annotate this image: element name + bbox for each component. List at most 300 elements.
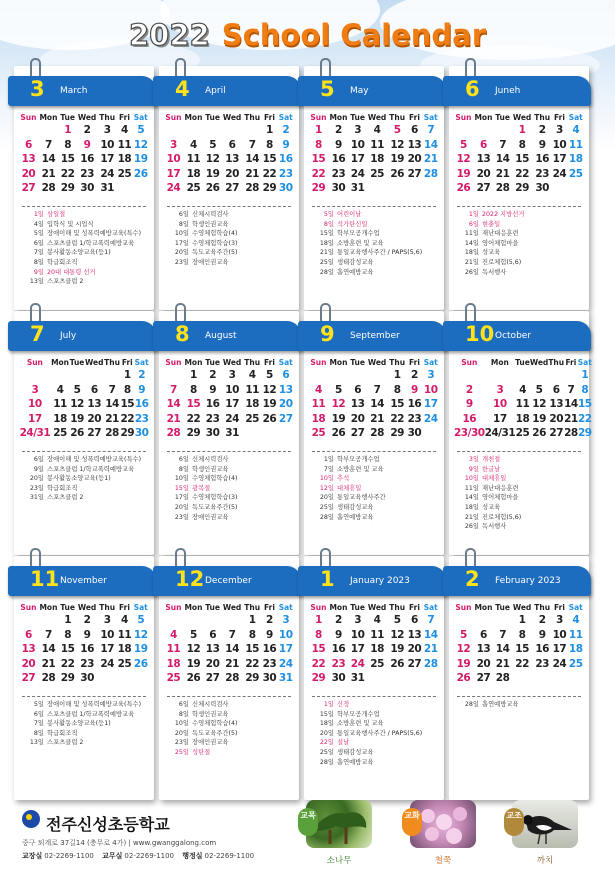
event-item	[171, 719, 297, 729]
month-name: December	[205, 576, 252, 586]
weekday-header: Sun	[26, 358, 43, 367]
day-cell: 17	[423, 398, 438, 411]
weekday-header: Tue	[205, 358, 220, 367]
day-cell: 5	[137, 124, 145, 137]
day-cell: 8	[518, 628, 526, 641]
weekday-header: Mon	[39, 603, 58, 612]
day-cell: 5	[335, 383, 342, 396]
event-item	[461, 700, 587, 710]
phone-label: 교무실	[102, 852, 123, 860]
event-text: 흡연예방교육	[337, 758, 374, 766]
day-cell: 27	[205, 672, 220, 685]
event-list	[461, 455, 587, 532]
day-cell	[309, 368, 328, 383]
day-cell: 17	[100, 643, 114, 656]
day-cell: 3	[354, 614, 362, 627]
day-cell: 19	[390, 153, 404, 166]
day-cell: 24/31	[484, 427, 516, 440]
day-cell: 16	[205, 398, 220, 411]
divider	[167, 206, 291, 207]
day-cell: 17	[493, 412, 507, 425]
divider	[457, 696, 581, 697]
day-cell: 4	[56, 383, 64, 396]
event-date: 26일	[464, 268, 479, 276]
day-cell: 10	[100, 138, 114, 151]
day-cell: 2	[335, 614, 342, 627]
day-cell: 16	[535, 153, 549, 166]
day-cell: 20	[476, 657, 491, 670]
event-date: 4일	[33, 220, 44, 228]
week-row	[19, 123, 149, 138]
week-row	[19, 181, 149, 196]
month-number: 10	[465, 322, 495, 346]
event-date: 10일	[319, 475, 334, 483]
weekday-header: Mon	[329, 358, 348, 367]
day-cell: 19	[205, 167, 220, 180]
day-cell	[473, 123, 494, 138]
day-cell: 4	[373, 614, 381, 627]
day-cell	[243, 123, 262, 138]
day-cell	[422, 426, 439, 441]
day-cell: 2	[282, 124, 290, 137]
week-row	[164, 181, 294, 196]
day-cell: 2	[335, 124, 342, 137]
weekday-header: Fri	[118, 603, 130, 612]
day-cell: 7	[108, 383, 116, 396]
day-cell: 6	[25, 628, 32, 641]
day-cell	[515, 368, 530, 383]
day-cell: 19	[133, 643, 148, 656]
day-cell: 3	[496, 383, 504, 396]
day-cell: 5	[73, 383, 81, 396]
day-cell: 7	[45, 628, 52, 641]
day-cell: 12	[70, 398, 84, 411]
week-row	[19, 167, 149, 182]
event-item	[461, 268, 587, 278]
event-date: 1일	[468, 211, 479, 218]
week-row	[19, 383, 149, 398]
event-text: 재난대응훈련	[482, 484, 519, 492]
event-text: 스포츠클럽 1/학교폭력예방교육	[47, 465, 135, 473]
day-cell: 6	[209, 628, 217, 641]
day-cell: 29	[60, 182, 75, 195]
day-cell: 31	[100, 182, 114, 195]
day-cell: 7	[228, 628, 236, 641]
event-text: 석가탄신일	[337, 220, 368, 228]
event-text: 장애이해 및 성폭력예방교육(특수)	[47, 456, 142, 463]
event-date: 23일	[174, 739, 189, 747]
event-item	[316, 719, 442, 729]
weekday-header: Fri	[118, 113, 130, 122]
day-cell	[485, 368, 516, 383]
event-item	[171, 220, 297, 230]
month-card	[14, 66, 154, 310]
event-date: 20일	[174, 249, 189, 257]
week-row	[309, 628, 439, 643]
school-address: 중구 퇴계로 37길14 (충무로 4가) | www.gwanggalong.com	[22, 839, 217, 847]
day-cell	[494, 123, 511, 138]
month-number: 3	[30, 77, 45, 101]
day-cell: 13	[278, 383, 293, 396]
weekday-header: Sat	[568, 113, 583, 122]
day-cell: 5	[460, 138, 467, 151]
weekday-header: Wed	[222, 358, 242, 367]
day-cell	[349, 368, 366, 383]
day-cell: 8	[315, 138, 322, 151]
weekday-header: Mon	[329, 113, 348, 122]
day-cell: 17	[100, 153, 114, 166]
event-item	[461, 455, 587, 465]
day-cell: 7	[567, 383, 575, 396]
day-cell: 21	[245, 167, 259, 180]
weekday-header: Fri	[565, 358, 577, 367]
event-item	[316, 268, 442, 278]
day-cell: 27	[21, 182, 36, 195]
day-cell: 3	[228, 369, 236, 382]
weekday-header: Tue	[60, 603, 75, 612]
event-item	[171, 513, 297, 523]
day-cell	[277, 426, 294, 441]
day-cell: 26	[205, 182, 220, 195]
weekday-header: Wed	[222, 603, 242, 612]
weekday-header: Sun	[461, 358, 478, 367]
day-cell: 8	[581, 383, 589, 396]
event-date: 28일	[319, 758, 334, 766]
day-cell: 11	[311, 398, 326, 411]
month-name: August	[205, 331, 237, 341]
school-flower	[404, 800, 480, 870]
day-cell: 24	[350, 657, 365, 670]
event-date: 21일	[464, 513, 479, 521]
divider	[22, 451, 146, 452]
day-grid	[19, 357, 149, 441]
day-cell: 22	[311, 657, 326, 670]
day-cell: 14	[564, 398, 578, 411]
event-item	[461, 493, 587, 503]
day-cell	[454, 368, 485, 383]
day-cell: 29	[245, 672, 259, 685]
day-cell: 9	[411, 383, 418, 396]
weekday-header: Mon	[474, 113, 493, 122]
event-item	[316, 738, 442, 748]
day-cell: 1	[315, 124, 322, 137]
day-cell: 28	[564, 427, 578, 440]
day-cell	[98, 671, 117, 686]
event-date: 6일	[33, 239, 44, 247]
week-row	[454, 671, 584, 686]
day-cell: 24	[552, 657, 567, 670]
week-row	[19, 657, 149, 672]
week-row	[164, 167, 294, 182]
day-cell: 25	[245, 412, 259, 425]
day-cell: 24	[100, 167, 114, 180]
month-number: 9	[320, 322, 335, 346]
week-row	[309, 138, 439, 153]
day-cell	[104, 368, 120, 383]
day-cell: 6	[480, 628, 487, 641]
day-cell: 2	[83, 614, 91, 627]
day-cell: 15	[245, 643, 259, 656]
day-cell: 6	[411, 614, 418, 627]
day-cell	[494, 613, 511, 628]
week-row	[309, 383, 439, 398]
day-cell: 29	[60, 672, 75, 685]
month-name: Juneh	[495, 86, 521, 96]
event-date: 6일	[33, 710, 44, 718]
day-cell: 15	[515, 153, 529, 166]
event-text: 성교육	[482, 249, 501, 257]
weekday-header: Wed	[222, 113, 242, 122]
day-cell: 24	[166, 182, 181, 195]
day-cell: 14	[41, 643, 56, 656]
day-cell	[19, 123, 38, 138]
day-cell	[116, 671, 132, 686]
week-row	[164, 383, 294, 398]
event-date: 17일	[174, 239, 189, 247]
day-cell: 18	[370, 153, 384, 166]
day-cell: 5	[393, 124, 401, 137]
day-cell: 28	[423, 167, 438, 180]
day-cell: 16	[407, 398, 422, 411]
day-cell: 20	[350, 412, 365, 425]
day-cell: 31	[350, 672, 365, 685]
day-cell: 23	[407, 412, 422, 425]
week-row	[454, 613, 584, 628]
day-cell: 21	[564, 412, 578, 425]
day-cell: 2	[411, 369, 418, 382]
week-row	[164, 426, 294, 441]
weekday-header: Thu	[389, 113, 406, 122]
event-item	[26, 710, 152, 720]
day-cell: 9	[335, 628, 342, 641]
weekday-header: Thu	[389, 603, 406, 612]
day-cell: 26	[390, 657, 404, 670]
event-date: 10일	[174, 475, 189, 483]
day-cell: 9	[465, 398, 473, 411]
day-cell: 23	[262, 657, 277, 670]
divider	[312, 451, 436, 452]
week-row	[454, 383, 592, 398]
day-cell: 11	[568, 138, 583, 151]
day-cell: 3	[556, 614, 563, 627]
day-cell: 10	[166, 153, 181, 166]
day-cell: 27	[476, 672, 491, 685]
event-text: 학부모공개수업	[337, 710, 380, 718]
month-card	[304, 556, 444, 800]
week-row	[454, 642, 584, 657]
day-cell: 26	[186, 672, 201, 685]
day-cell: 20	[278, 398, 293, 411]
event-date: 9일	[33, 268, 44, 276]
day-cell: 3	[103, 614, 111, 627]
event-text: 스포츠클럽 1/학교폭력예방교육	[47, 239, 135, 247]
weekday-header: Sun	[455, 603, 472, 612]
event-date: 6일	[468, 220, 479, 228]
day-cell: 8	[266, 138, 273, 151]
week-row	[19, 642, 149, 657]
month-name: July	[60, 331, 77, 341]
event-date: 15일	[319, 230, 334, 238]
event-date: 1일	[323, 701, 334, 708]
day-cell: 16	[262, 643, 277, 656]
day-cell: 1	[266, 124, 273, 137]
event-item	[171, 484, 297, 494]
day-cell: 27	[476, 182, 491, 195]
event-text: 학부모공개수업	[337, 230, 380, 238]
day-cell: 26	[133, 167, 148, 180]
day-cell: 6	[480, 138, 487, 151]
event-list	[26, 455, 152, 503]
event-text: 20대 대통령 선거	[47, 268, 96, 276]
day-cell: 18	[311, 412, 326, 425]
day-cell: 23	[331, 657, 346, 670]
day-cell: 22	[60, 657, 75, 670]
day-cell	[366, 671, 388, 686]
weekday-header: Wed	[367, 358, 387, 367]
event-item	[26, 229, 152, 239]
weekday-header: Tue	[205, 603, 220, 612]
weekday-header: Fri	[263, 603, 275, 612]
event-item	[316, 513, 442, 523]
weekday-header: Tue	[350, 603, 365, 612]
event-item	[316, 729, 442, 739]
day-cell	[221, 613, 243, 628]
month-card	[449, 311, 592, 555]
day-cell: 26	[390, 167, 404, 180]
week-row	[19, 368, 149, 383]
day-cell	[454, 613, 473, 628]
event-item	[461, 484, 587, 494]
day-cell: 17	[552, 643, 567, 656]
day-cell: 18	[117, 153, 132, 166]
day-cell: 10	[493, 398, 507, 411]
day-grid	[454, 112, 584, 196]
event-text: 신체시력검사	[192, 456, 229, 463]
day-cell	[422, 671, 439, 686]
event-text: 재난대응훈련	[482, 230, 519, 238]
day-cell: 30	[331, 182, 346, 195]
day-cell	[366, 368, 388, 383]
event-item	[316, 474, 442, 484]
day-cell: 11	[117, 138, 132, 151]
day-cell	[551, 671, 567, 686]
event-date: 23일	[29, 484, 44, 492]
day-cell: 20	[407, 643, 422, 656]
day-grid	[164, 112, 294, 196]
day-cell: 21	[370, 412, 384, 425]
event-text: 통일교육행사주간	[337, 494, 386, 502]
day-cell: 24	[423, 412, 438, 425]
day-cell: 9	[282, 138, 290, 151]
weekday-header: Tue	[350, 113, 365, 122]
day-cell: 2	[209, 369, 217, 382]
event-text: 스포츠클럽 2	[47, 494, 84, 502]
weekday-header: Sat	[133, 113, 148, 122]
event-text: 신정	[337, 701, 350, 708]
day-cell	[132, 181, 149, 196]
day-cell: 11	[515, 398, 530, 411]
day-cell: 23/30	[454, 427, 485, 440]
day-cell: 5	[460, 628, 467, 641]
event-date: 15일	[319, 710, 334, 718]
week-row	[309, 642, 439, 657]
event-list	[26, 700, 152, 748]
symbol-label: 철쭉	[434, 856, 452, 866]
day-cell: 27	[87, 427, 102, 440]
day-cell: 19	[456, 167, 471, 180]
event-item	[26, 455, 152, 465]
event-item	[316, 229, 442, 239]
day-cell: 14	[495, 643, 510, 656]
weekday-header: Sat	[278, 358, 293, 367]
day-cell: 29	[186, 427, 201, 440]
day-cell: 20	[205, 657, 220, 670]
week-row	[309, 152, 439, 167]
weekday-header: Wed	[529, 358, 549, 367]
day-cell: 1	[315, 614, 322, 627]
month-number: 2	[465, 567, 480, 591]
day-cell: 20	[476, 167, 491, 180]
day-cell: 16	[80, 643, 94, 656]
day-cell: 24	[350, 167, 365, 180]
event-date: 11일	[464, 484, 479, 492]
day-cell	[454, 123, 473, 138]
event-date: 10일	[174, 230, 189, 238]
weekday-header: Sat	[423, 113, 438, 122]
day-cell: 12	[262, 383, 277, 396]
event-text: 독도교육주간(5)	[192, 249, 238, 257]
week-row	[454, 167, 584, 182]
event-item	[171, 465, 297, 475]
day-cell: 14	[41, 153, 56, 166]
day-cell: 6	[228, 138, 236, 151]
day-cell: 7	[45, 138, 52, 151]
day-cell	[132, 671, 149, 686]
week-row	[19, 138, 149, 153]
day-cell: 23	[205, 412, 220, 425]
event-date: 7일	[33, 249, 44, 257]
event-date: 7일	[323, 465, 334, 473]
day-cell: 1	[64, 124, 72, 137]
day-cell	[511, 671, 533, 686]
day-cell: 28	[166, 427, 181, 440]
event-item	[316, 210, 442, 220]
day-cell: 30	[535, 182, 549, 195]
weekday-header: Sat	[423, 603, 438, 612]
event-text: 설날	[337, 739, 350, 747]
weekday-header: Mon	[184, 603, 203, 612]
divider	[22, 206, 146, 207]
event-item	[316, 758, 442, 768]
day-cell	[51, 368, 70, 383]
day-cell: 11	[166, 643, 181, 656]
day-cell: 11	[53, 398, 67, 411]
event-item	[26, 248, 152, 258]
weekday-header: Thu	[244, 113, 261, 122]
day-cell: 22	[311, 167, 326, 180]
day-cell: 6	[90, 383, 98, 396]
day-cell: 10	[552, 138, 567, 151]
event-date: 6일	[178, 701, 189, 708]
day-cell: 19	[133, 153, 148, 166]
day-cell: 21	[495, 657, 510, 670]
day-cell: 13	[87, 398, 102, 411]
day-cell: 15	[577, 398, 592, 411]
day-cell: 22	[245, 657, 259, 670]
weekday-header: Wed	[85, 358, 104, 367]
day-cell: 18	[568, 643, 583, 656]
day-cell: 10	[350, 628, 365, 641]
